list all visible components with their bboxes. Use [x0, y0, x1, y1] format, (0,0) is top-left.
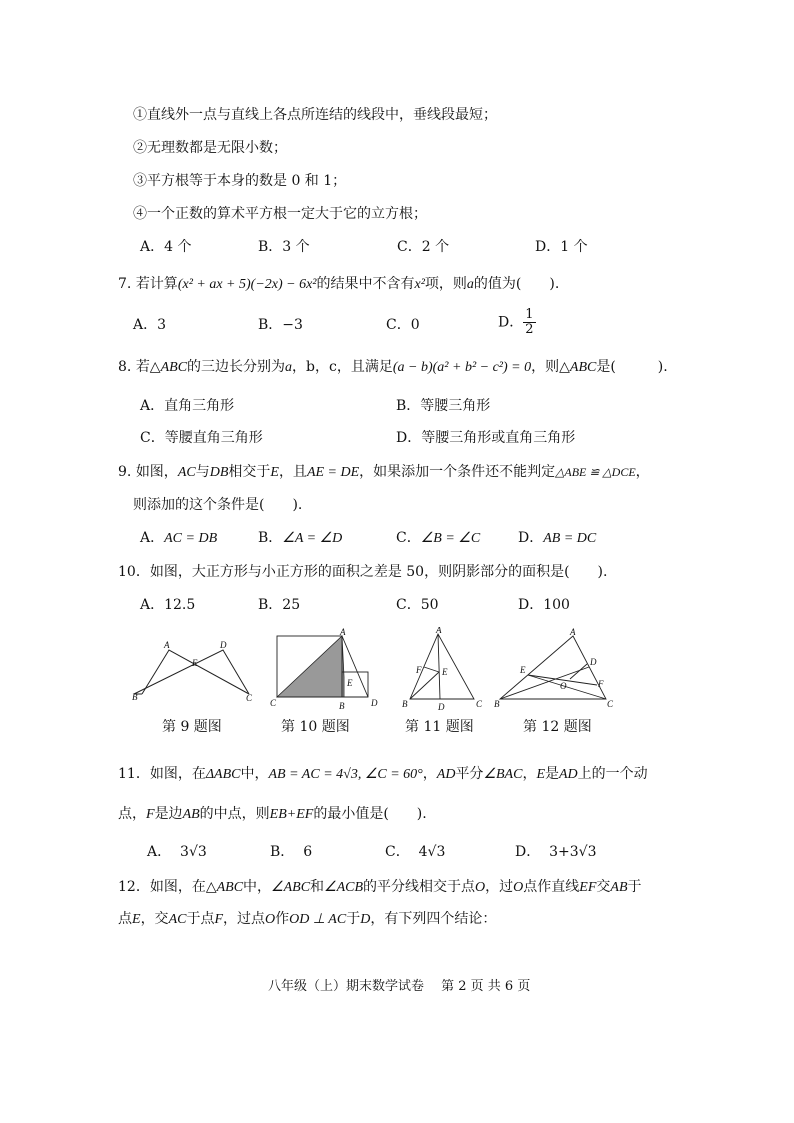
- fig11-label-c: C: [476, 699, 483, 709]
- fig9-label-c: C: [246, 693, 253, 703]
- fraction-one-half: $\frac{1}{2}$: [525, 307, 534, 337]
- figure-9-caption: 第 9 题图: [162, 719, 222, 735]
- q9-option-b: B．∠A = ∠D: [258, 530, 343, 546]
- statement-4: ④一个正数的算术平方根一定大于它的立方根；: [133, 206, 427, 222]
- statement-3: ③平方根等于本身的数是 0 和 1；: [133, 173, 347, 189]
- q9-option-d: D．AB = DC: [518, 530, 597, 546]
- q7-stem: 7. 若计算(x² + ax + 5)(−2x) − 6x²的结果中不含有x²项，则a的值为( ).: [118, 276, 560, 292]
- fig12-label-a: A: [570, 627, 576, 637]
- fig10-label-a: A: [340, 627, 346, 637]
- q6-option-d: D．1 个: [535, 239, 588, 255]
- figure-11-diagram: [398, 627, 488, 713]
- fig12-segment-od: [570, 664, 587, 679]
- q8-option-b: B．等腰三角形: [396, 398, 491, 414]
- q9-stem: 9. 如图，AC与DB相交于E，且AE = DE，如果添加一个条件还不能判定△ABE ≌ △DCE，: [118, 464, 650, 480]
- q8-stem: 8. 若△ABC的三边长分别为a，b，c，且满足(a − b)(a² + b² − c²) = 0，则△ABC是( ).: [118, 359, 668, 375]
- q10-option-c: C．50: [396, 597, 439, 613]
- q9-option-c: C．∠B = ∠C: [396, 530, 481, 546]
- fig12-bisector-b: [500, 667, 589, 699]
- fig12-label-b: B: [494, 699, 500, 709]
- fig9-label-d: D: [220, 640, 227, 650]
- fig12-label-o: O: [560, 681, 567, 691]
- q12-stem: 12．如图，在△ABC中，∠ABC和∠ACB的平分线相交于点O，过O点作直线EF交AB于: [118, 879, 642, 895]
- fig10-segment-ad: [342, 636, 368, 697]
- page-footer: 八年级（上）期末数学试卷 第 2 页 共 6 页: [268, 979, 531, 994]
- statement-1: ①直线外一点与直线上各点所连结的线段中，垂线段最短；: [133, 107, 497, 123]
- fig12-label-f: F: [598, 679, 604, 689]
- q10-option-b: B．25: [258, 597, 301, 613]
- q10-option-a: A．12.5: [140, 597, 196, 613]
- q7-option-d: D． $\frac{1}{2}$: [498, 307, 534, 337]
- q7-option-c: C．0: [386, 317, 420, 333]
- q11-option-c: C． 4√3: [385, 844, 446, 860]
- fig10-label-b: B: [339, 701, 345, 711]
- fig9-label-a: A: [164, 640, 170, 650]
- fig12-label-d: D: [590, 657, 597, 667]
- fig11-segment-be: [410, 672, 439, 699]
- fig10-label-c: C: [270, 698, 277, 708]
- q8-option-a: A．直角三角形: [140, 398, 235, 414]
- q12-stem-line2: 点E，交AC于点F，过点O作OD ⊥ AC于D，有下列四个结论：: [118, 911, 497, 927]
- q7-option-a: A．3: [133, 317, 167, 333]
- q11-option-d: D． 3+3√3: [515, 844, 597, 860]
- figure-12-diagram: [494, 627, 618, 713]
- figure-9-diagram: [128, 638, 258, 706]
- fig12-label-e: E: [520, 665, 526, 675]
- fig11-label-f: F: [416, 665, 422, 675]
- fig11-label-e: E: [442, 667, 448, 677]
- q9-stem-line2: 则添加的这个条件是( ).: [133, 497, 303, 513]
- figure-12-caption: 第 12 题图: [523, 719, 592, 735]
- q11-option-a: A． 3√3: [147, 844, 207, 860]
- q6-option-a: A．4 个: [140, 239, 192, 255]
- fig9-label-e: E: [192, 658, 198, 668]
- q8-option-c: C．等腰直角三角形: [140, 430, 263, 446]
- q8-option-d: D．等腰三角形或直角三角形: [396, 430, 576, 446]
- fig10-shaded-region: [277, 636, 344, 697]
- q9-option-a: A．AC = DB: [140, 530, 218, 546]
- q6-option-c: C．2 个: [397, 239, 450, 255]
- figure-10-diagram: [264, 627, 384, 713]
- fig11-segment-ad: [438, 634, 440, 699]
- q6-option-b: B．3 个: [258, 239, 310, 255]
- fig9-label-b: B: [132, 692, 138, 702]
- fig9-segment-bac: [142, 650, 249, 694]
- fig12-bisector-c: [528, 675, 606, 699]
- statement-2: ②无理数都是无限小数；: [133, 140, 287, 156]
- q10-option-d: D．100: [518, 597, 570, 613]
- fig11-label-a: A: [436, 627, 442, 635]
- fig11-segment-fe: [424, 667, 439, 672]
- figure-10-caption: 第 10 题图: [281, 719, 350, 735]
- fig9-segment-bdc: [134, 650, 249, 694]
- fig11-label-b: B: [402, 699, 408, 709]
- fig11-label-d: D: [438, 702, 445, 712]
- figure-11-caption: 第 11 题图: [405, 719, 474, 735]
- q11-stem: 11．如图，在ΔABC中，AB = AC = 4√3, ∠C = 60°，AD平分∠BAC，E是AD上的一个动: [118, 766, 648, 782]
- fig10-label-e: E: [347, 678, 353, 688]
- q10-stem: 10．如图，大正方形与小正方形的面积之差是 50，则阴影部分的面积是( ).: [118, 564, 608, 580]
- q11-option-b: B． 6: [270, 844, 313, 860]
- fig12-label-c: C: [607, 699, 614, 709]
- fig10-small-square: [342, 672, 368, 697]
- q11-stem-line2: 点，F是边AB的中点，则EB+EF的最小值是( ).: [118, 806, 427, 822]
- fig12-triangle-abc: [500, 636, 606, 699]
- fig10-label-d: D: [371, 698, 378, 708]
- q7-option-b: B．−3: [258, 317, 303, 333]
